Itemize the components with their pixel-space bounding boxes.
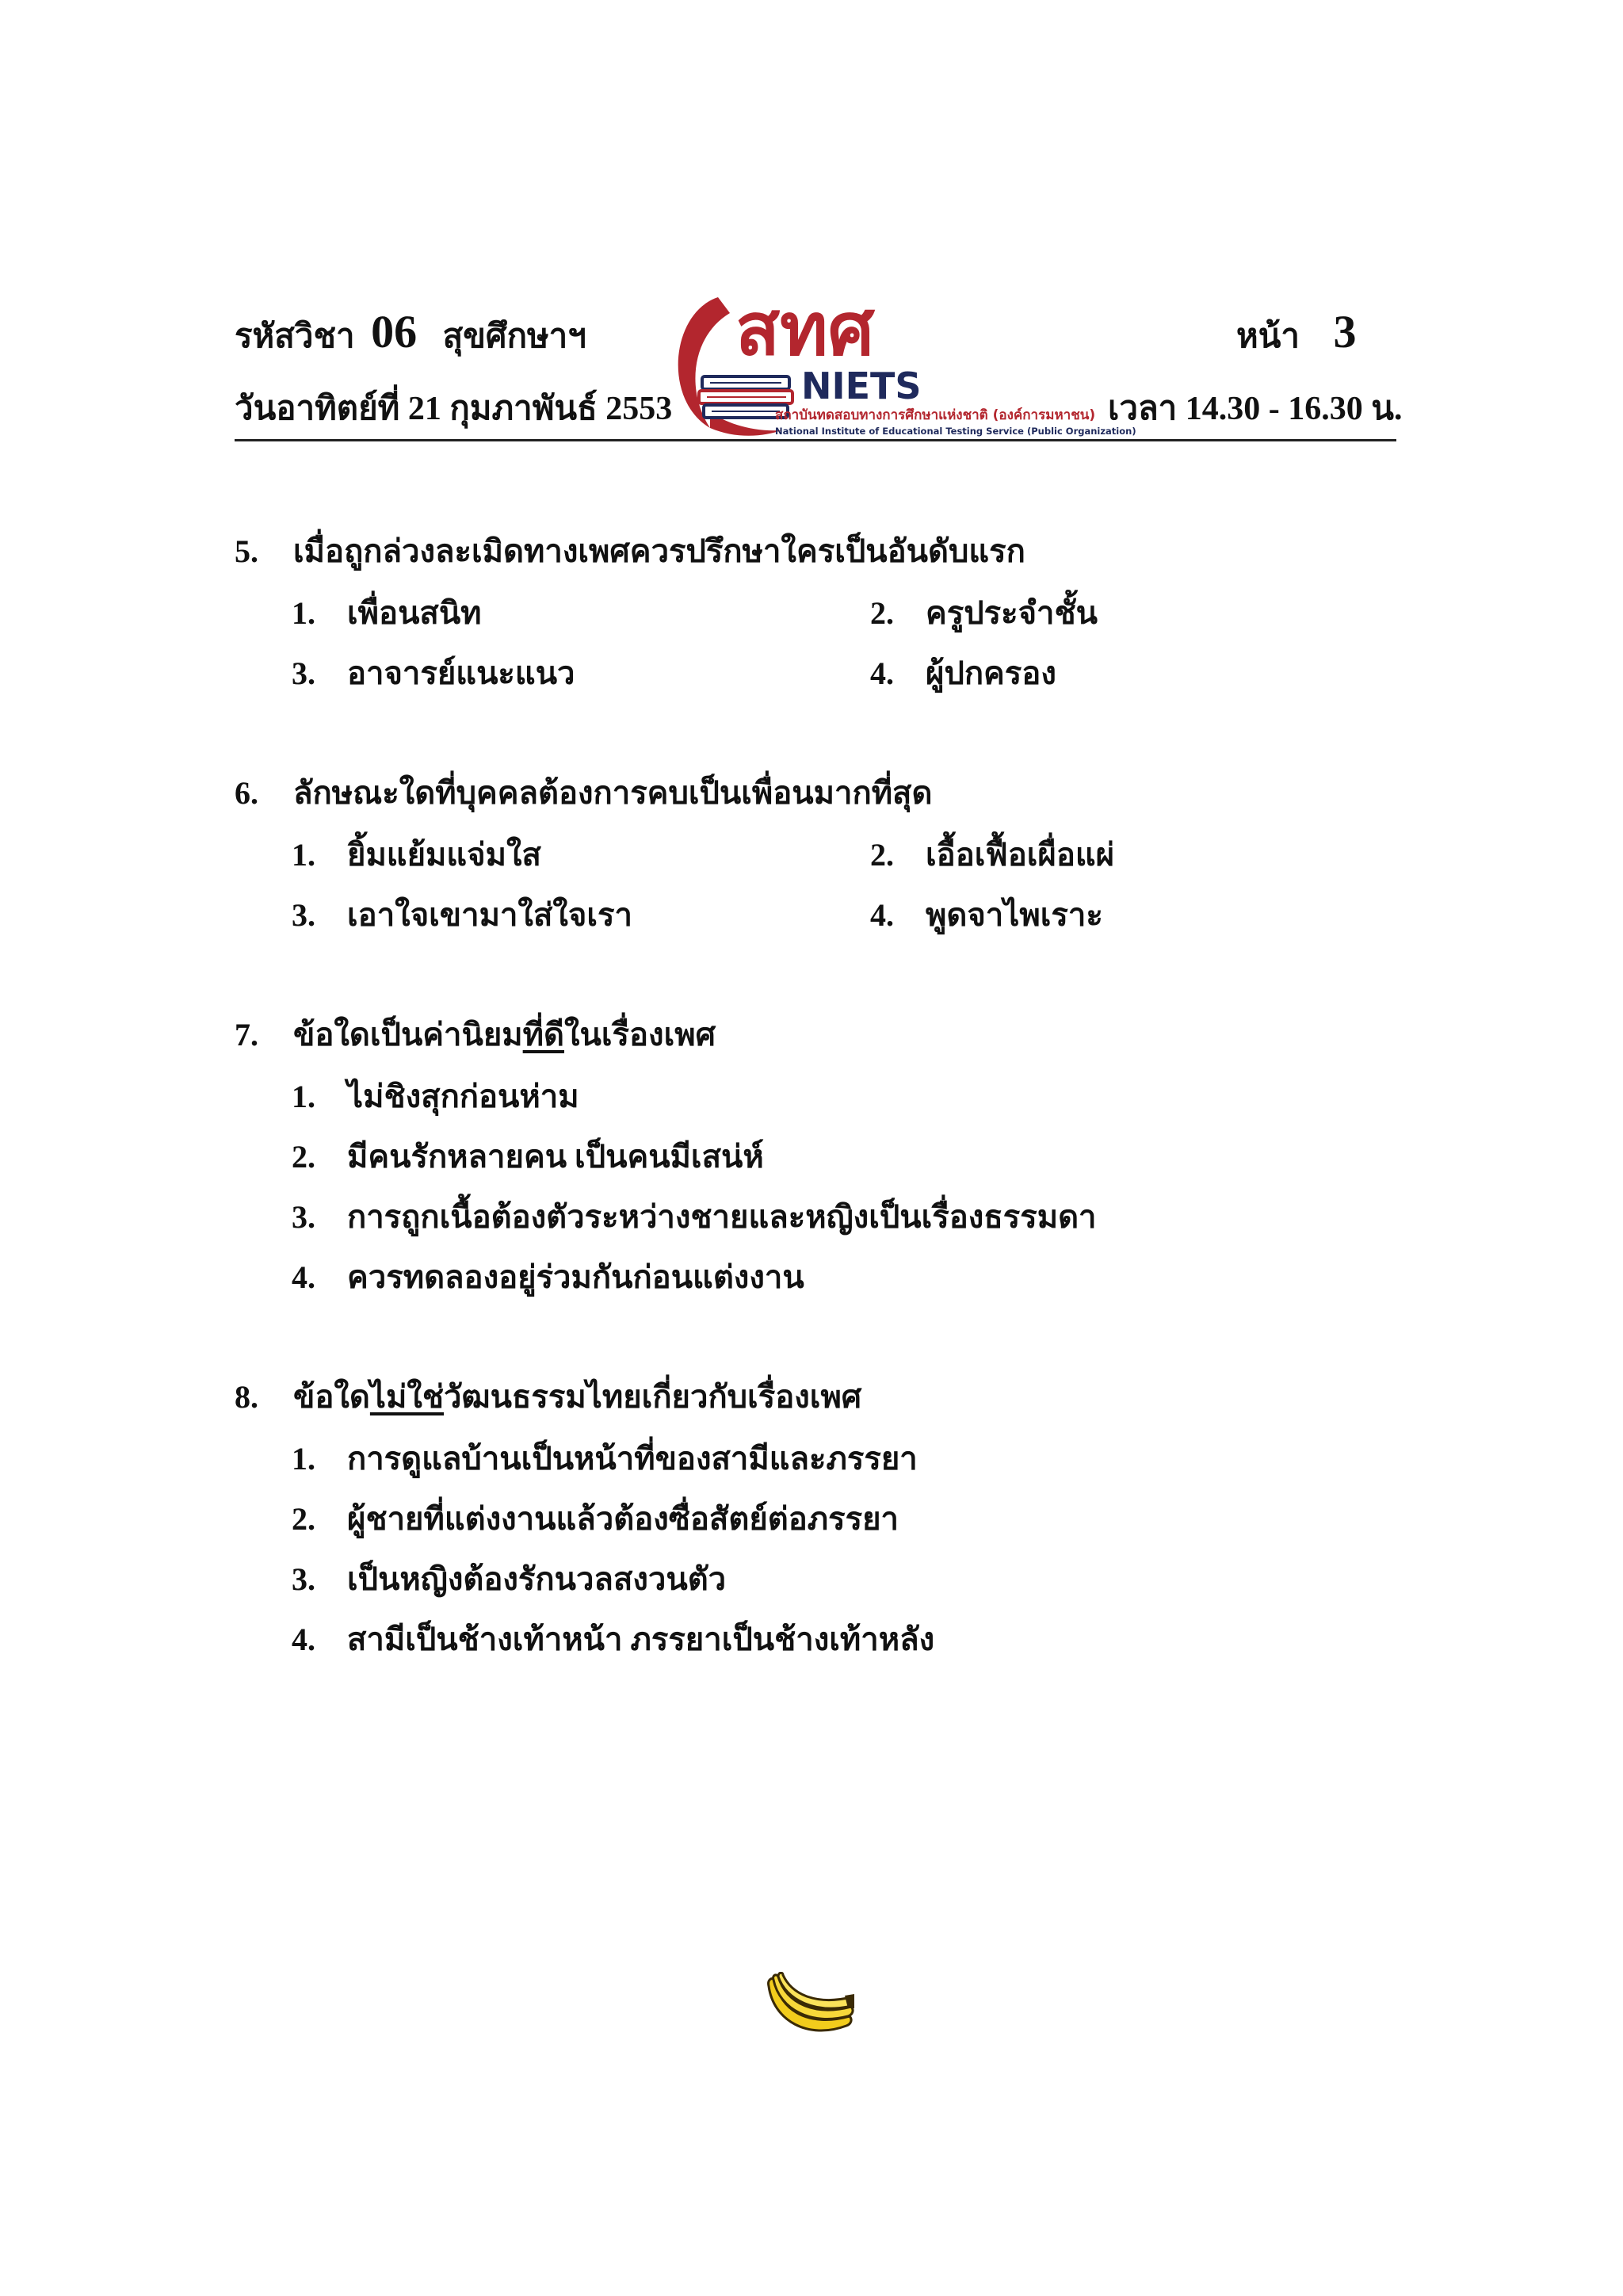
option-text: ควรทดลองอยู่ร่วมกันก่อนแต่งงาน (347, 1259, 804, 1295)
exam-date: วันอาทิตย์ที่ 21 กุมภาพันธ์ 2553 (235, 391, 673, 427)
niets-logo (663, 281, 1138, 440)
option-text: พูดจาไพเราะ (926, 897, 1103, 933)
option-text: ผู้ปกครอง (926, 655, 1056, 691)
question-text-after: วัฒนธรรมไทยเกี่ยวกับเรื่องเพศ (444, 1379, 862, 1415)
banana-icon (762, 1972, 856, 2043)
option-number: 3. (292, 1561, 315, 1597)
question-text-before: ข้อใด (293, 1379, 370, 1415)
page-indicator (1236, 305, 1356, 362)
option-6-2[interactable] (870, 829, 1114, 880)
option-text: เอาใจเขามาใส่ใจเรา (347, 897, 632, 933)
option-6-4[interactable] (870, 889, 1103, 940)
option-text: สามีเป็นช้างเท้าหน้า ภรรยาเป็นช้างเท้าหลัง (347, 1622, 935, 1657)
question-7 (235, 1009, 716, 1060)
option-8-1[interactable] (292, 1433, 918, 1484)
option-number: 3. (292, 1199, 315, 1235)
option-6-1[interactable] (292, 829, 541, 880)
option-number: 2. (870, 837, 894, 873)
option-number: 2. (292, 1139, 315, 1175)
option-text: การถูกเนื้อต้องตัวระหว่างชายและหญิงเป็นเรื่องธรรมดา (347, 1199, 1097, 1235)
option-number: 4. (292, 1622, 315, 1657)
option-8-3[interactable] (292, 1553, 726, 1604)
option-number: 1. (292, 595, 315, 631)
option-text: ไม่ชิงสุกก่อนห่าม (347, 1079, 579, 1114)
subject-label: รหัสวิชา (235, 319, 355, 355)
subject-line (235, 305, 586, 362)
option-text: เอื้อเฟื้อเผื่อแผ่ (926, 837, 1115, 873)
option-number: 2. (870, 595, 894, 631)
option-number: 3. (292, 897, 315, 933)
option-text: เป็นหญิงต้องรักนวลสงวนตัว (347, 1561, 727, 1597)
logo-thai-abbrev: สทศ (735, 287, 875, 372)
option-text: อาจารย์แนะแนว (347, 655, 575, 691)
option-number: 4. (870, 897, 894, 933)
option-number: 4. (292, 1259, 315, 1295)
question-number: 7. (235, 1017, 258, 1052)
option-5-1[interactable] (292, 587, 482, 638)
logo-name-thai: สถาบันทดสอบทางการศึกษาแห่งชาติ (องค์การมหาชน) (775, 407, 1096, 423)
option-5-3[interactable] (292, 648, 575, 698)
option-number: 4. (870, 655, 894, 691)
option-number: 1. (292, 1079, 315, 1114)
question-text-after: ในเรื่องเพศ (564, 1017, 716, 1052)
option-7-2[interactable] (292, 1131, 764, 1182)
option-5-2[interactable] (870, 587, 1098, 638)
option-text: ยิ้มแย้มแจ่มใส (347, 837, 541, 873)
option-number: 2. (292, 1501, 315, 1537)
question-number: 6. (235, 775, 258, 811)
option-text: การดูแลบ้านเป็นหน้าที่ของสามีและภรรยา (347, 1441, 918, 1477)
option-number: 1. (292, 1441, 315, 1477)
logo-abbrev-en: NIETS (801, 365, 922, 407)
option-8-4[interactable] (292, 1614, 934, 1664)
question-number: 8. (235, 1379, 258, 1415)
exam-time: เวลา 14.30 - 16.30 น. (1108, 391, 1403, 427)
logo-name-en: National Institute of Educational Testing Service (Public Organization) (775, 426, 1136, 437)
question-emphasis: ไม่ใช่ (369, 1379, 445, 1415)
page-label: หน้า (1236, 319, 1300, 355)
question-8 (235, 1371, 861, 1422)
subject-name: สุขศึกษาฯ (442, 319, 586, 355)
option-7-3[interactable] (292, 1191, 1097, 1242)
option-5-4[interactable] (870, 648, 1056, 698)
page-number: 3 (1333, 306, 1357, 357)
option-7-4[interactable] (292, 1251, 804, 1302)
subject-code: 06 (371, 306, 418, 357)
header-divider (235, 439, 1396, 441)
question-emphasis: ที่ดี (522, 1017, 564, 1052)
question-text: ลักษณะใดที่บุคคลต้องการคบเป็นเพื่อนมากที่สุด (293, 775, 933, 811)
option-text: มีคนรักหลายคน เป็นคนมีเสน่ห์ (347, 1139, 764, 1175)
option-number: 3. (292, 655, 315, 691)
option-8-2[interactable] (292, 1493, 899, 1544)
option-number: 1. (292, 837, 315, 873)
question-text: เมื่อถูกล่วงละเมิดทางเพศควรปรึกษาใครเป็นอันดับแรก (293, 533, 1025, 569)
option-text: ผู้ชายที่แต่งงานแล้วต้องซื่อสัตย์ต่อภรรยา (347, 1501, 899, 1537)
question-6 (235, 767, 932, 818)
option-7-1[interactable] (292, 1071, 579, 1121)
question-number: 5. (235, 533, 258, 569)
question-text-before: ข้อใดเป็นค่านิยม (293, 1017, 523, 1052)
option-text: เพื่อนสนิท (347, 595, 482, 631)
option-6-3[interactable] (292, 889, 632, 940)
option-text: ครูประจำชั้น (926, 595, 1098, 631)
question-5 (235, 525, 1025, 576)
